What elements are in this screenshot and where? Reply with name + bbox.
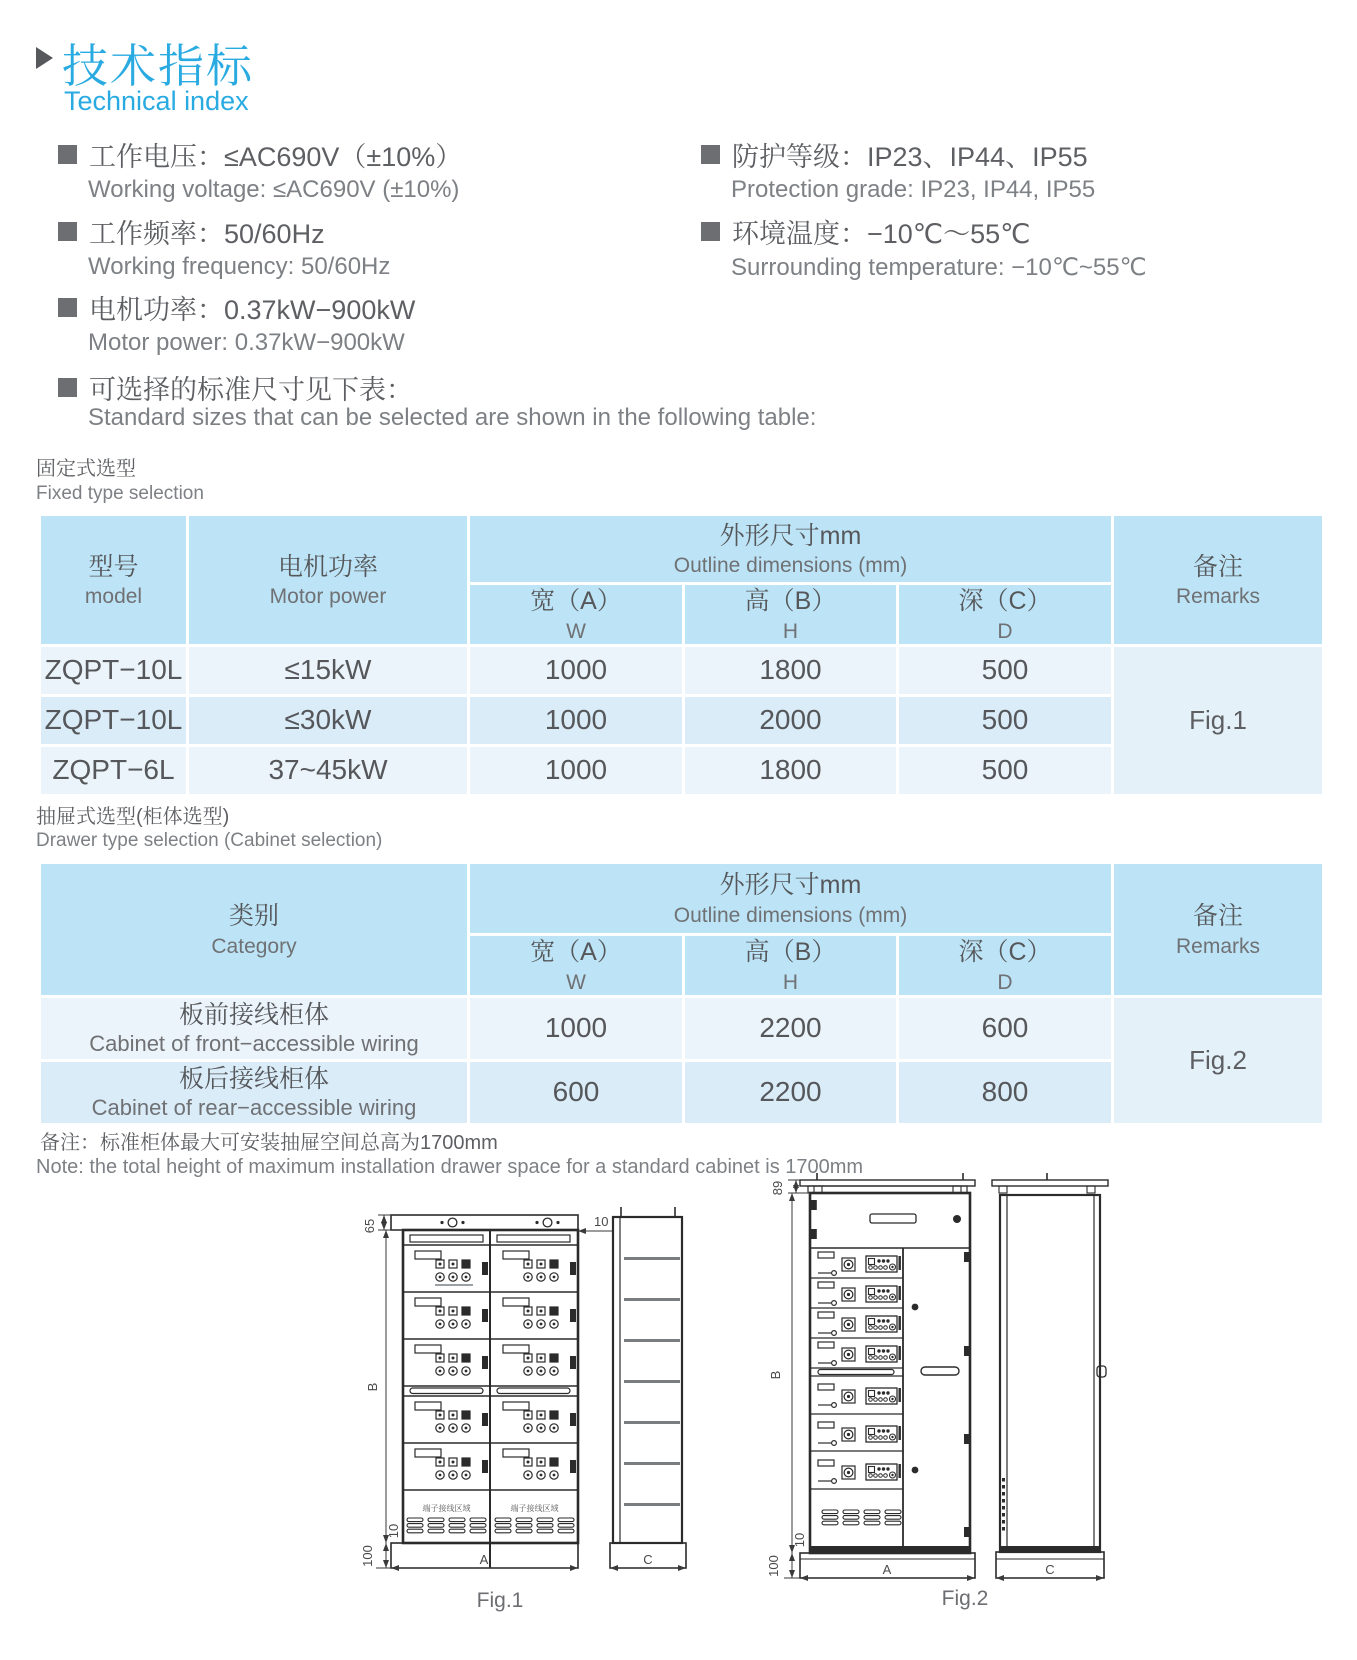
note-en: Note: the total height of maximum installation drawer space for a standard cabinet is 1700mm (36, 1156, 864, 1178)
fig1-dim-base: 100 (360, 1545, 375, 1567)
spec-zh-text: 电机功率：0.37kW−900kW (89, 295, 416, 325)
fig2-drawing (730, 1100, 1120, 1615)
note-zh: 备注：标准柜体最大可安装抽屉空间总高为1700mm (40, 1132, 498, 1154)
col-header-motor-power: 电机功率 Motor power (188, 515, 469, 646)
table-row: ZQPT−6L 37~45kW 1000 1800 500 (40, 745, 1324, 795)
spec-zh-text: 防护等级：IP23、IP44、IP55 (732, 142, 1088, 172)
bullet-square-icon (701, 222, 720, 241)
fixed-table-caption-zh: 固定式选型 (36, 458, 136, 480)
table-row: ZQPT−10L ≤30kW 1000 2000 500 (40, 695, 1324, 745)
remark-fig1: Fig.1 (1113, 645, 1324, 795)
spec-standard-sizes (58, 368, 413, 407)
col-header-outline-dimensions: 外形尺寸mm Outline dimensions (mm) (469, 515, 1113, 584)
bullet-square-icon (58, 298, 77, 317)
remark-fig2: Fig.2 (1113, 996, 1324, 1124)
spec-working-voltage-en: Working voltage: ≤AC690V (±10%) (88, 176, 460, 203)
fig2-dim-width: A (882, 1562, 892, 1577)
fig2-side-view (992, 1173, 1108, 1578)
spec-working-frequency-en: Working frequency: 50/60Hz (88, 253, 391, 280)
fig1-drawing (350, 1195, 695, 1620)
col-header-model: 型号 model (40, 515, 188, 646)
col-header-depth: 深（C） D (898, 584, 1113, 646)
category-rear-wiring: 板后接线柜体 Cabinet of rear−accessible wiring (40, 1060, 469, 1124)
fig2-front-view (800, 1173, 975, 1578)
col-header-remarks: 备注 Remarks (1113, 515, 1324, 646)
col-header-outline-dimensions: 外形尺寸mm Outline dimensions (mm) (469, 863, 1113, 935)
fig1-dim-depth: C (643, 1552, 653, 1567)
fig1-side-view (610, 1207, 686, 1568)
table-row: ZQPT−10L ≤15kW 1000 1800 500 Fig.1 (40, 645, 1324, 695)
fig1-dim-offset: 10 (594, 1214, 609, 1229)
fig2-dim-vent: 10 (792, 1532, 807, 1548)
page-title: 技术指标 (62, 40, 254, 92)
spec-protection-grade-en: Protection grade: IP23, IP44, IP55 (731, 176, 1096, 203)
fixed-selection-table (38, 513, 1325, 797)
spec-motor-power (58, 288, 415, 327)
col-header-category: 类别 Category (40, 863, 469, 997)
col-header-height: 高（B） H (684, 584, 898, 646)
fig1-dim-cap: 65 (362, 1218, 377, 1234)
spec-ambient-temperature-en: Surrounding temperature: −10℃~55℃ (731, 254, 1147, 281)
col-header-height: 高（B） H (684, 935, 898, 997)
spec-working-voltage (58, 135, 462, 174)
terminal-area-label: 端子接线区域 (510, 1504, 559, 1513)
col-header-width: 宽（A） W (469, 935, 684, 997)
col-header-width: 宽（A） W (469, 584, 684, 646)
drawer-selection-table (38, 861, 1325, 1126)
fig2-dim-cap: 89 (770, 1180, 785, 1196)
spec-zh-text: 环境温度：−10℃～55℃ (732, 219, 1031, 249)
category-front-wiring: 板前接线柜体 Cabinet of front−accessible wiring (40, 996, 469, 1060)
page-subtitle: Technical index (64, 86, 249, 116)
fig1-front-view (391, 1215, 578, 1568)
drawer-table-caption-zh: 抽屉式选型(柜体选型) (36, 806, 230, 828)
table-row: 板前接线柜体 Cabinet of front−accessible wiring 1000 2200 600 Fig.2 (40, 996, 1324, 1060)
table-row: 板后接线柜体 Cabinet of rear−accessible wiring 600 2200 800 (40, 1060, 1324, 1124)
fixed-table-caption-en: Fixed type selection (36, 483, 204, 504)
spec-zh-text: 工作电压：≤AC690V（±10%） (89, 142, 463, 172)
fig1-label: Fig.1 (476, 1589, 524, 1612)
bullet-square-icon (701, 145, 720, 164)
bullet-square-icon (58, 222, 77, 241)
section-arrow-icon (36, 47, 53, 69)
drawer-table-caption-en: Drawer type selection (Cabinet selection) (36, 830, 383, 851)
fig1-dim-width: A (479, 1552, 489, 1567)
spec-zh-text: 可选择的标准尺寸见下表： (89, 375, 413, 405)
fig2-dimensions (784, 1180, 1104, 1578)
spec-motor-power-en: Motor power: 0.37kW−900kW (88, 329, 405, 356)
bullet-square-icon (58, 378, 77, 397)
spec-working-frequency (58, 212, 325, 251)
spec-protection-grade (701, 135, 1088, 174)
fig2-dim-height: B (768, 1370, 783, 1380)
fig2-dim-depth: C (1045, 1562, 1055, 1577)
terminal-area-label: 端子接线区域 (422, 1504, 471, 1513)
spec-zh-text: 工作频率：50/60Hz (89, 219, 325, 249)
spec-standard-sizes-en: Standard sizes that can be selected are shown in the following table: (88, 404, 817, 431)
bullet-square-icon (58, 145, 77, 164)
fig2-dim-base: 100 (766, 1555, 781, 1577)
spec-ambient-temperature (701, 212, 1030, 251)
col-header-depth: 深（C） D (898, 935, 1113, 997)
fig1-dim-height: B (365, 1382, 380, 1392)
fig2-label: Fig.2 (941, 1587, 989, 1610)
col-header-remarks: 备注 Remarks (1113, 863, 1324, 997)
fig1-dim-vent: 10 (386, 1523, 401, 1539)
